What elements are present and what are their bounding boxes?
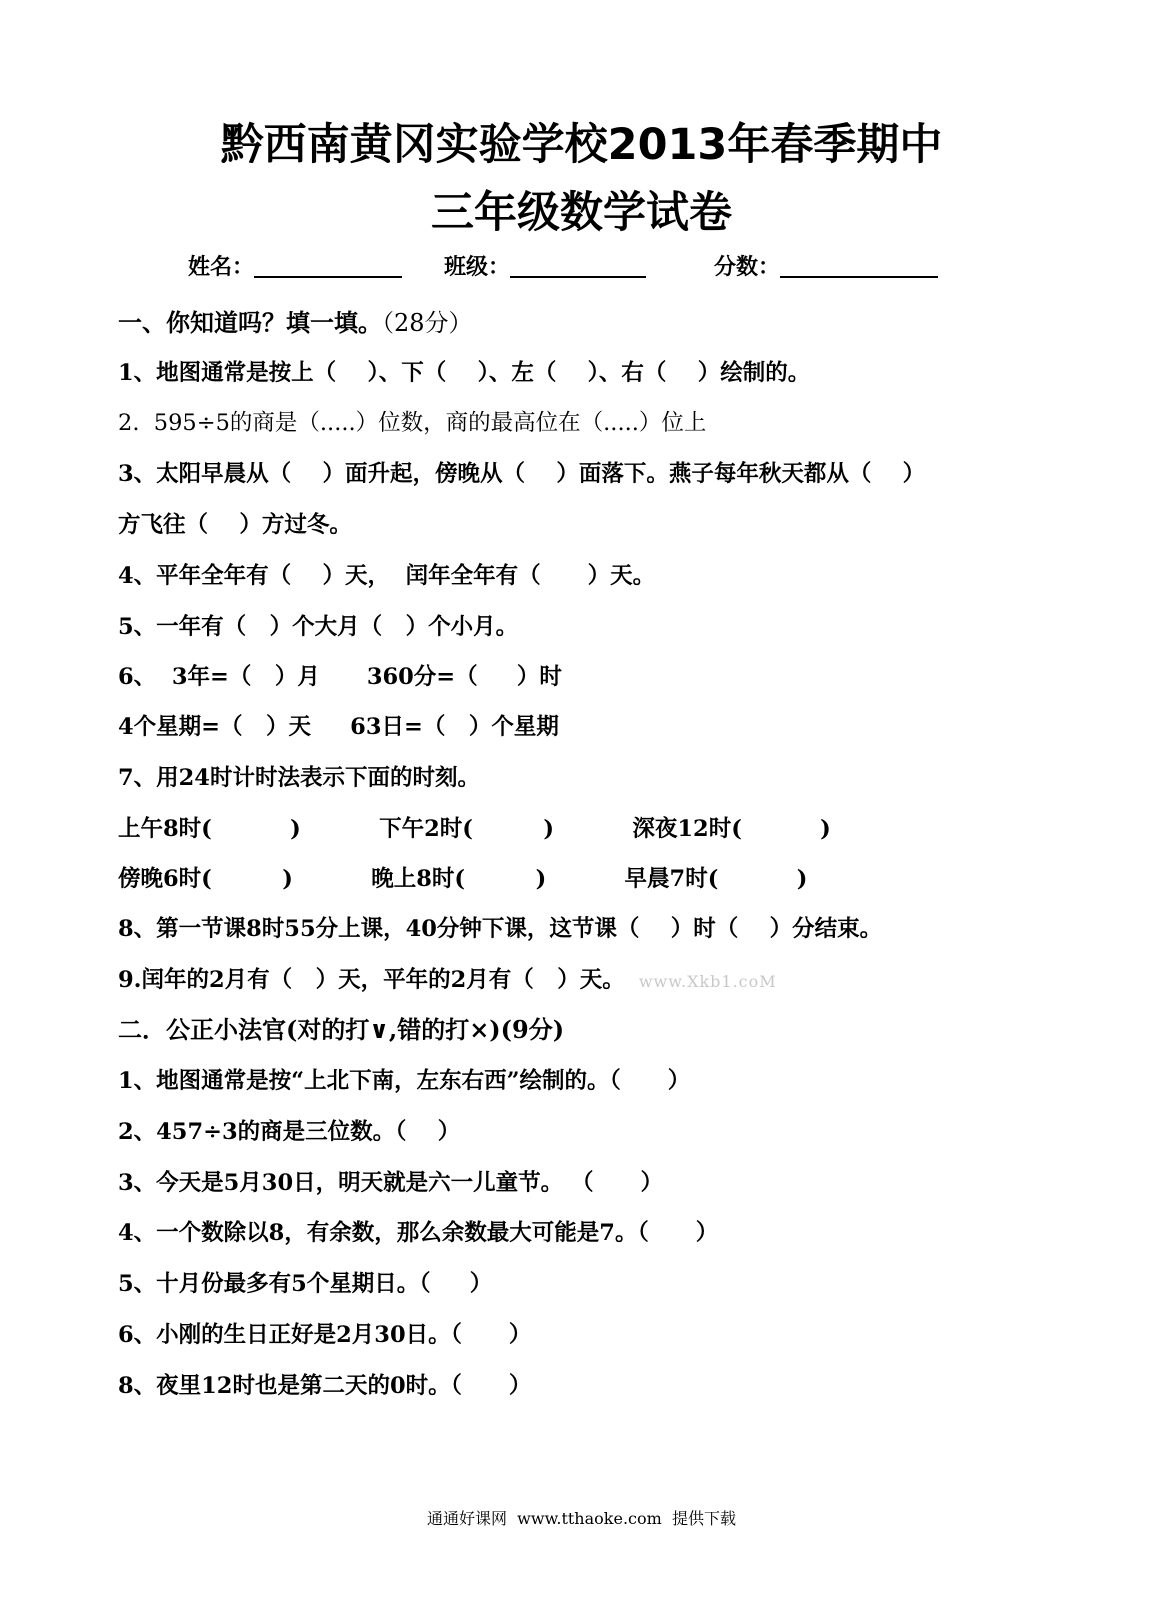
score-field — [714, 250, 938, 281]
s2-question-6: 6、小刚的生日正好是2月30日。（ ） — [118, 1322, 532, 1348]
name-blank[interactable] — [254, 256, 402, 278]
s1-question-9 — [118, 965, 777, 997]
s1-question-6: 6、 3年=（ ）月 360分=（ ）时 — [118, 664, 562, 690]
s1-question-5: 5、一年有（ ）个大月（ ）个小月。 — [118, 614, 519, 640]
section1-heading — [118, 308, 473, 338]
s1-question-4: 4、平年全年有（ ）天， 闰年全年有（ ）天。 — [118, 563, 656, 589]
s1-question-6-cont: 4个星期=（ ）天 63日=（ ）个星期 — [118, 714, 559, 740]
student-info-fields — [0, 250, 1163, 290]
s1-question-2: 2. 595÷5的商是（.....）位数，商的最高位在（.....）位上 — [118, 410, 707, 436]
s2-question-5: 5、十月份最多有5个星期日。（ ） — [118, 1271, 493, 1297]
s1-question-8: 8、第一节课8时55分上课，40分钟下课，这节课（ ）时（ ）分结束。 — [118, 916, 883, 942]
s1-question-7: 7、用24时计时法表示下面的时刻。 — [118, 765, 480, 791]
section2-heading: 二．公正小法官(对的打∨,错的打×)(9分) — [118, 1015, 565, 1044]
s2-question-1: 1、地图通常是按“上北下南，左东右西”绘制的。（ ） — [118, 1068, 691, 1094]
s2-question-8: 8、夜里12时也是第二天的0时。（ ） — [118, 1373, 532, 1399]
section1-title: 一、你知道吗？填一填。 — [118, 308, 382, 337]
section1-points: （28分） — [382, 309, 473, 337]
exam-title-line1: 黔西南黄冈实验学校2013年春季期中 — [220, 120, 943, 170]
s1-question-3-cont: 方飞往（ ）方过冬。 — [118, 512, 352, 538]
name-label: 姓名： — [188, 254, 255, 280]
name-field — [188, 250, 402, 281]
s1-question-3: 3、太阳早晨从（ ）面升起，傍晚从（ ）面落下。燕子每年秋天都从（ ） — [118, 461, 926, 487]
exam-title-line2: 三年级数学试卷 — [431, 188, 732, 238]
s1-question-1: 1、地图通常是按上（ ）、下（ ）、左（ ）、右（ ）绘制的。 — [118, 360, 811, 386]
class-label: 班级： — [444, 254, 511, 280]
watermark: www.Xkb1.coM — [638, 972, 777, 991]
s1-question-7-row2: 傍晚6时( ) 晚上8时( ) 早晨7时( ) — [118, 866, 808, 892]
s1-question-7-row1: 上午8时( ) 下午2时( ) 深夜12时( ) — [118, 816, 831, 842]
s2-question-4: 4、一个数除以8，有余数，那么余数最大可能是7。（ ） — [118, 1220, 719, 1246]
footer-credit: 通通好课网 www.tthaoke.com 提供下载 — [427, 1509, 736, 1528]
class-field — [444, 250, 646, 281]
s2-question-2: 2、457÷3的商是三位数。（ ） — [118, 1119, 461, 1145]
score-blank[interactable] — [780, 256, 938, 278]
s2-question-3: 3、今天是5月30日，明天就是六一儿童节。 （ ） — [118, 1170, 663, 1196]
class-blank[interactable] — [510, 256, 646, 278]
score-label: 分数： — [714, 254, 781, 280]
s1-question-9-text: 9.闰年的2月有（ ）天，平年的2月有（ ）天。 — [118, 967, 625, 993]
